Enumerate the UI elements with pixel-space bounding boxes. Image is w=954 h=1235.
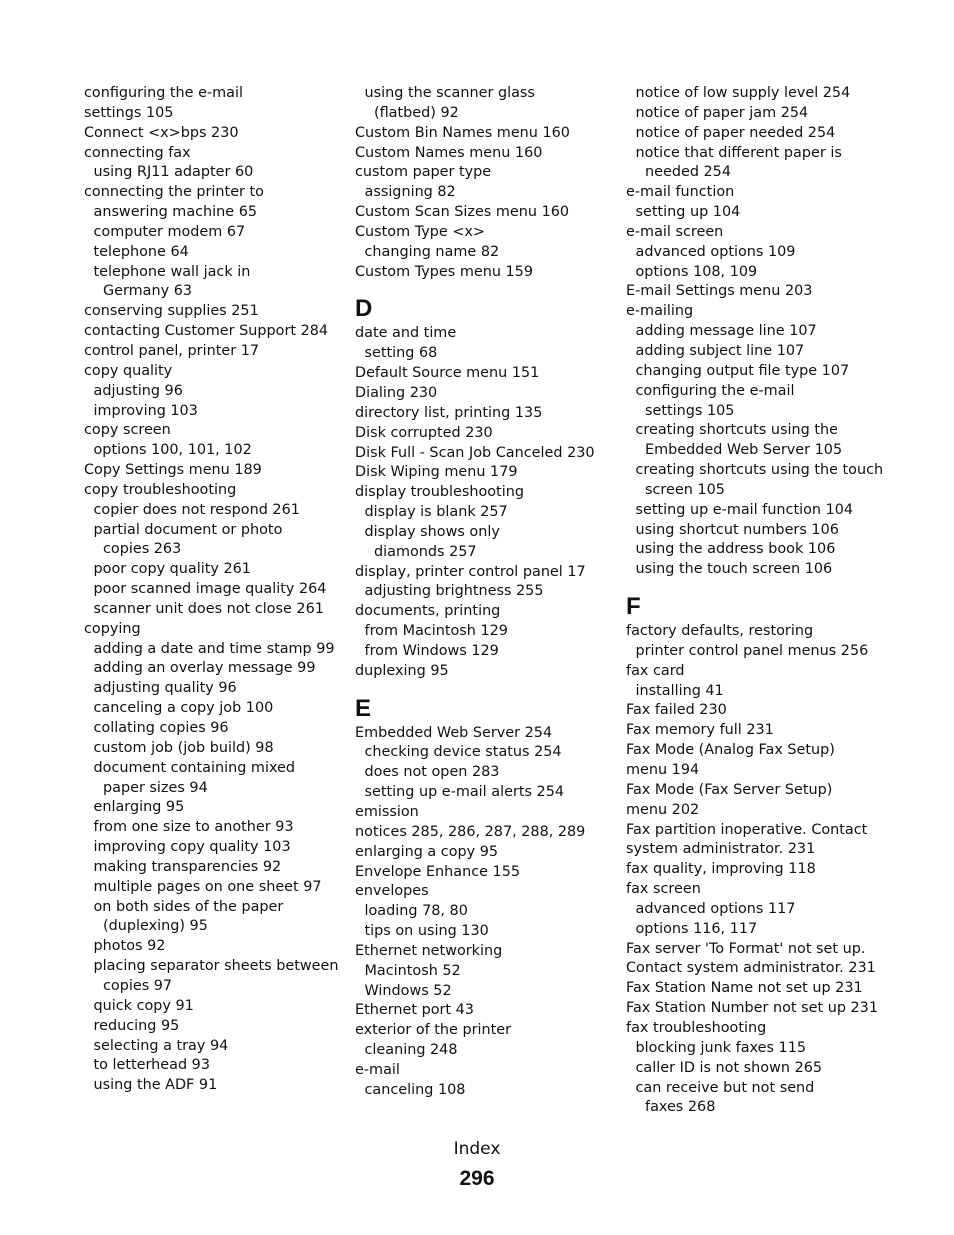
index-entry: e-mail screen — [626, 223, 724, 240]
index-subentry: assigning 82 — [364, 184, 456, 201]
index-subentry: display shows only — [364, 523, 500, 540]
index-subentry: changing output file type 107 — [635, 362, 850, 379]
index-entry: Fax memory full 231 — [626, 722, 774, 739]
index-subentry: caller ID is not shown 265 — [635, 1059, 823, 1076]
section-letter-heading: D — [355, 295, 373, 323]
index-entry: e-mail — [355, 1061, 400, 1078]
index-entry: configuring the e-mail — [84, 85, 243, 101]
index-entry: menu 194 — [626, 762, 700, 778]
index-subentry: using the address book 106 — [635, 541, 836, 558]
index-column-3 — [626, 84, 884, 1118]
index-subentry: copies 263 — [103, 541, 182, 558]
index-subentry: setting up e-mail alerts 254 — [364, 784, 565, 801]
index-subentry: from Windows 129 — [364, 642, 499, 659]
index-subentry: Macintosh 52 — [364, 962, 461, 979]
index-entry: Fax Mode (Fax Server Setup) — [626, 781, 833, 798]
index-entry: display, printer control panel 17 — [355, 563, 586, 580]
index-subentry: notice of paper needed 254 — [635, 124, 836, 141]
index-entry: notices 285, 286, 287, 288, 289 — [355, 823, 586, 840]
index-subentry: adding subject line 107 — [635, 342, 805, 359]
index-entry: date and time — [355, 325, 457, 342]
index-entry: Custom Types menu 159 — [355, 263, 533, 280]
index-subentry: notice that different paper is — [635, 144, 842, 161]
index-subentry: tips on using 130 — [364, 923, 489, 940]
index-subentry: adding message line 107 — [635, 323, 817, 340]
index-entry: Dialing 230 — [355, 384, 438, 401]
index-entry: conserving supplies 251 — [84, 303, 259, 320]
index-subentry: using the touch screen 106 — [635, 561, 833, 578]
index-subentry: copies 97 — [103, 977, 173, 994]
index-subentry: does not open 283 — [364, 764, 500, 781]
index-entry: enlarging a copy 95 — [355, 843, 499, 860]
index-subentry: (flatbed) 92 — [374, 104, 459, 121]
section-letter-heading: F — [626, 593, 641, 621]
index-entry: settings 105 — [84, 104, 174, 121]
index-entry: Ethernet port 43 — [355, 1002, 474, 1019]
index-subentry: options 100, 101, 102 — [93, 442, 252, 459]
index-subentry: cleaning 248 — [364, 1042, 458, 1059]
index-entry: envelopes — [355, 883, 429, 900]
index-entry: exterior of the printer — [355, 1022, 512, 1039]
index-subentry: configuring the e-mail — [635, 382, 795, 399]
index-subentry: setting up 104 — [635, 204, 741, 221]
index-entry: Custom Scan Sizes menu 160 — [355, 204, 570, 221]
index-subentry: using the scanner glass — [364, 85, 535, 101]
index-subentry: improving copy quality 103 — [93, 839, 291, 856]
index-entry: connecting the printer to — [84, 184, 264, 201]
index-entry: Contact system administrator. 231 — [626, 960, 876, 977]
index-subentry: paper sizes 94 — [103, 779, 208, 796]
index-entry: Disk Full - Scan Job Canceled 230 — [355, 444, 595, 461]
index-subentry: checking device status 254 — [364, 744, 562, 761]
index-entry: Fax partition inoperative. Contact — [626, 821, 868, 838]
index-subentry: collating copies 96 — [93, 720, 229, 736]
index-entry: Disk corrupted 230 — [355, 424, 493, 441]
footer-section-label: Index — [453, 1139, 501, 1159]
index-entry: Fax server 'To Format' not set up. — [626, 940, 866, 957]
index-subentry: selecting a tray 94 — [93, 1037, 229, 1054]
index-entry: duplexing 95 — [355, 662, 449, 679]
index-entry: contacting Customer Support 284 — [84, 323, 329, 340]
index-entry: Ethernet networking — [355, 942, 503, 959]
index-subentry: Windows 52 — [364, 982, 452, 999]
index-subentry: scanner unit does not close 261 — [93, 600, 324, 617]
index-subentry: settings 105 — [645, 402, 735, 419]
index-entry: Fax Station Number not set up 231 — [626, 1000, 878, 1017]
index-entry: system administrator. 231 — [626, 841, 816, 858]
index-subentry: Embedded Web Server 105 — [645, 442, 843, 459]
index-subentry: diamonds 257 — [374, 543, 477, 560]
index-subentry: placing separator sheets between — [93, 958, 339, 975]
index-subentry: printer control panel menus 256 — [635, 642, 869, 659]
index-subentry: on both sides of the paper — [93, 898, 284, 915]
index-subentry: enlarging 95 — [93, 799, 185, 816]
index-entry: copy quality — [84, 362, 173, 379]
index-entry: Fax failed 230 — [626, 702, 727, 719]
index-subentry: from one size to another 93 — [93, 819, 294, 836]
index-subentry: adjusting quality 96 — [93, 680, 237, 697]
index-entry: Connect <x>bps 230 — [84, 124, 239, 141]
index-entry: Custom Type <x> — [355, 223, 485, 240]
index-subentry: to letterhead 93 — [93, 1057, 210, 1074]
index-entry: Copy Settings menu 189 — [84, 462, 262, 479]
index-subentry: answering machine 65 — [93, 204, 258, 221]
index-subentry: adding a date and time stamp 99 — [93, 640, 335, 657]
index-column-1 — [84, 84, 339, 1096]
index-subentry: quick copy 91 — [93, 997, 194, 1014]
index-entry: fax troubleshooting — [626, 1019, 767, 1036]
index-entry: Fax Mode (Analog Fax Setup) — [626, 742, 835, 759]
index-subentry: canceling 108 — [364, 1081, 466, 1098]
index-entry: Fax Station Name not set up 231 — [626, 980, 863, 997]
index-subentry: loading 78, 80 — [364, 903, 468, 920]
index-subentry: multiple pages on one sheet 97 — [93, 878, 322, 895]
index-subentry: can receive but not send — [635, 1079, 815, 1096]
index-subentry: screen 105 — [645, 481, 725, 498]
index-subentry: Germany 63 — [103, 283, 193, 300]
index-entry: E-mail Settings menu 203 — [626, 283, 813, 300]
index-entry: e-mail function — [626, 184, 735, 201]
index-subentry: reducing 95 — [93, 1017, 180, 1034]
index-subentry: document containing mixed — [93, 759, 296, 776]
index-subentry: adding an overlay message 99 — [93, 660, 316, 677]
index-subentry: custom job (job build) 98 — [93, 739, 274, 756]
index-subentry: advanced options 109 — [635, 243, 796, 260]
index-entry: connecting fax — [84, 144, 191, 161]
index-subentry: partial document or photo — [93, 521, 283, 538]
index-entry: Envelope Enhance 155 — [355, 863, 521, 880]
index-subentry: options 108, 109 — [635, 263, 758, 280]
index-subentry: options 116, 117 — [635, 920, 758, 937]
index-column-2 — [355, 84, 605, 1101]
index-subentry: using RJ11 adapter 60 — [93, 164, 254, 181]
index-entry: Disk Wiping menu 179 — [355, 464, 518, 481]
index-subentry: photos 92 — [93, 938, 166, 955]
index-entry: Embedded Web Server 254 — [355, 724, 553, 741]
index-entry: copy screen — [84, 422, 171, 439]
index-entry: factory defaults, restoring — [626, 623, 814, 640]
index-entry: copy troubleshooting — [84, 481, 237, 498]
index-subentry: installing 41 — [635, 682, 724, 699]
index-subentry: canceling a copy job 100 — [93, 700, 274, 717]
index-subentry: telephone 64 — [93, 243, 189, 260]
index-entry: e-mailing — [626, 303, 694, 320]
index-subentry: poor scanned image quality 264 — [93, 581, 327, 598]
index-subentry: changing name 82 — [364, 243, 500, 260]
index-entry: directory list, printing 135 — [355, 404, 543, 421]
index-subentry: using shortcut numbers 106 — [635, 521, 839, 538]
index-subentry: creating shortcuts using the touch — [635, 462, 884, 479]
index-entry: copying — [84, 620, 141, 637]
index-subentry: poor copy quality 261 — [93, 561, 251, 578]
index-entry: emission — [355, 804, 419, 820]
index-subentry: setting up e-mail function 104 — [635, 501, 854, 518]
index-subentry: making transparencies 92 — [93, 858, 282, 875]
index-entry: control panel, printer 17 — [84, 342, 259, 359]
index-entry: Default Source menu 151 — [355, 365, 540, 382]
index-subentry: (duplexing) 95 — [103, 918, 208, 935]
index-subentry: advanced options 117 — [635, 900, 796, 917]
index-entry: fax card — [626, 662, 685, 679]
section-letter-heading: E — [355, 694, 372, 722]
index-subentry: faxes 268 — [645, 1099, 716, 1116]
index-subentry: using the ADF 91 — [93, 1077, 218, 1094]
index-entry: custom paper type — [355, 164, 492, 181]
index-subentry: notice of paper jam 254 — [635, 104, 809, 121]
index-entry: Custom Names menu 160 — [355, 144, 543, 161]
footer-page-number: 296 — [459, 1167, 495, 1190]
index-subentry: copier does not respond 261 — [93, 501, 300, 518]
index-entry: display troubleshooting — [355, 484, 524, 501]
index-entry: fax screen — [626, 881, 701, 898]
index-subentry: improving 103 — [93, 402, 198, 419]
index-subentry: computer modem 67 — [93, 223, 246, 240]
index-subentry: needed 254 — [645, 164, 731, 181]
index-subentry: adjusting 96 — [93, 382, 183, 399]
index-entry: Custom Bin Names menu 160 — [355, 124, 570, 141]
index-entry: fax quality, improving 118 — [626, 861, 816, 878]
index-subentry: adjusting brightness 255 — [364, 583, 544, 600]
index-subentry: display is blank 257 — [364, 504, 508, 521]
index-subentry: blocking junk faxes 115 — [635, 1039, 807, 1056]
index-subentry: telephone wall jack in — [93, 263, 251, 280]
index-subentry: creating shortcuts using the — [635, 422, 838, 439]
index-subentry: notice of low supply level 254 — [635, 85, 851, 101]
index-entry: menu 202 — [626, 801, 700, 818]
index-subentry: from Macintosh 129 — [364, 623, 508, 640]
index-entry: documents, printing — [355, 603, 501, 620]
index-subentry: setting 68 — [364, 345, 438, 362]
